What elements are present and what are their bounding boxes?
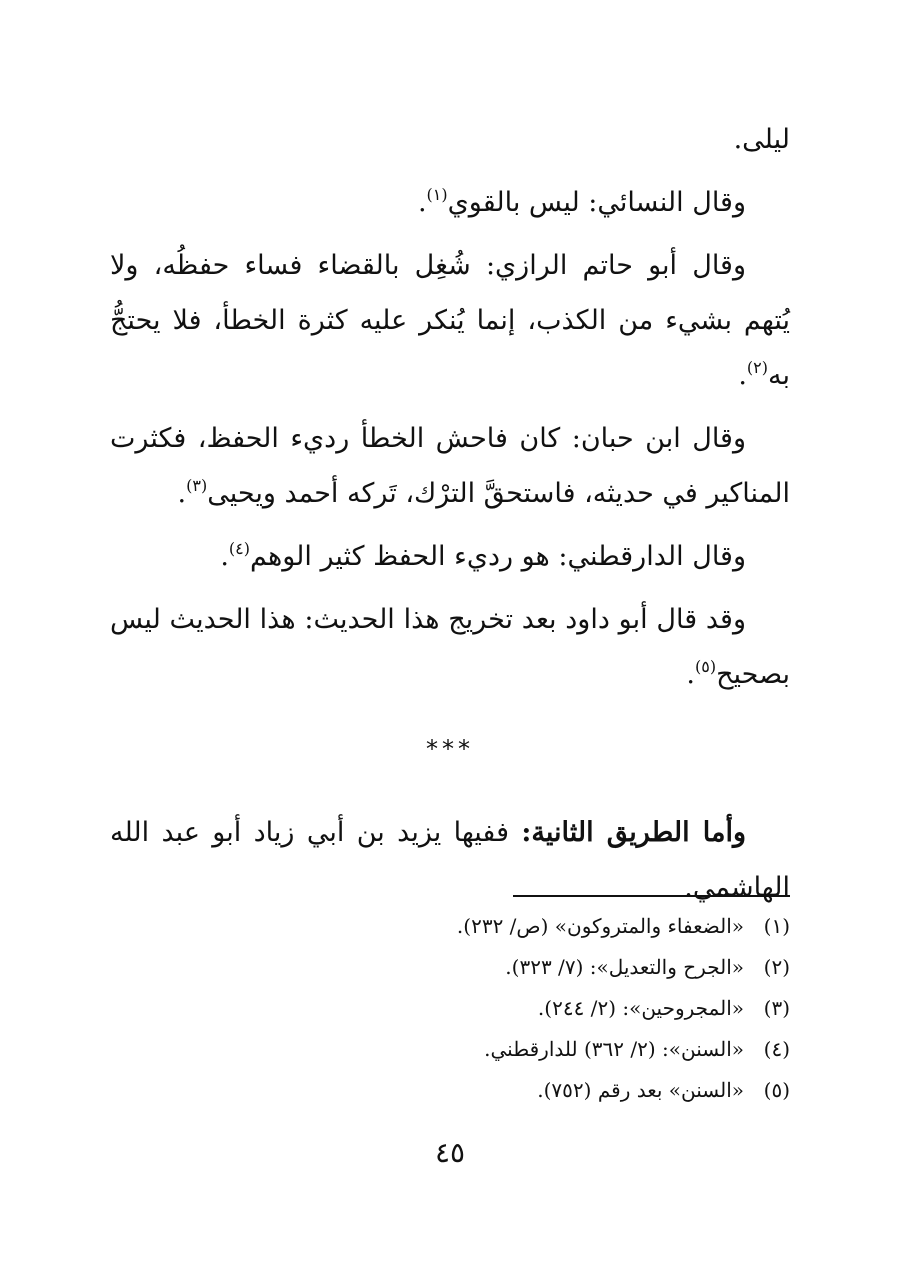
- footnote-item: [110, 988, 790, 1029]
- footnotes: [110, 906, 790, 1111]
- footnote-ref-3[interactable]: (٣): [186, 476, 208, 495]
- footnote-number: (٥): [763, 1078, 790, 1102]
- footnote-number: (٣): [763, 996, 790, 1020]
- section-separator: ***: [426, 735, 474, 763]
- footnote-item: [110, 906, 790, 947]
- paragraph-nasai: وقال النسائي: ليس بالقوي$^{(١)}$.: [417, 185, 746, 218]
- paragraph-abu-dawud: وقد قال أبو داود بعد تخريج هذا الحديث: هذا الحديث ليس بصحيح$^{(٥)}$.: [110, 604, 790, 690]
- footnote-text: «السنن»: (٢/ ٣٦٢) للدارقطني.: [484, 1037, 744, 1061]
- main-text: [110, 112, 790, 923]
- footnote-number: (١): [763, 914, 790, 938]
- footnote-item: [110, 1070, 790, 1111]
- section-heading: وأما الطريق الثانية:: [521, 817, 746, 848]
- footnote-text: «المجروحين»: (٢/ ٢٤٤).: [537, 996, 744, 1020]
- footnote-ref-1[interactable]: (١): [426, 185, 448, 204]
- footnote-text: «الجرح والتعديل»: (٧/ ٣٢٣).: [505, 955, 744, 979]
- footnote-text: «السنن» بعد رقم (٧٥٢).: [537, 1078, 744, 1102]
- paragraph-abu-hatim: وقال أبو حاتم الرازي: شُغِل بالقضاء فساء حفظُه، ولا يُتهم بشيء من الكذب، إنما يُنكر عليه كثرة الخطأ، فلا يحتجُّ به$^{(٢)}$.: [110, 250, 790, 391]
- paragraph-ibn-hibban: وقال ابن حبان: كان فاحش الخطأ رديء الحفظ، فكثرت المناكير في حديثه، فاستحقَّ الترْك، تَركه أحمد ويحيى$^{(٣)}$.: [110, 423, 790, 509]
- footnote-item: [110, 947, 790, 988]
- footnote-number: (٢): [763, 955, 790, 979]
- footnote-item: [110, 1029, 790, 1070]
- footnote-text: «الضعفاء والمتروكون» (ص/ ٢٣٢).: [456, 914, 744, 938]
- footnote-ref-4[interactable]: (٤): [228, 539, 251, 558]
- footnote-ref-5[interactable]: (٥): [694, 657, 717, 676]
- footnote-ref-2[interactable]: (٢): [746, 358, 768, 377]
- page-number: ٤٥: [434, 1136, 466, 1169]
- footnote-divider: [513, 895, 790, 897]
- paragraph-daraqutni: وقال الدارقطني: هو رديء الحفظ كثير الوهم$^{(٤)}$.: [220, 539, 746, 572]
- footnote-number: (٤): [763, 1037, 790, 1061]
- paragraph-1: ليلى.: [733, 124, 790, 155]
- paragraph-second-route: وأما الطريق الثانية: ففيها يزيد بن أبي زياد أبو عبد الله الهاشمي.: [110, 817, 790, 903]
